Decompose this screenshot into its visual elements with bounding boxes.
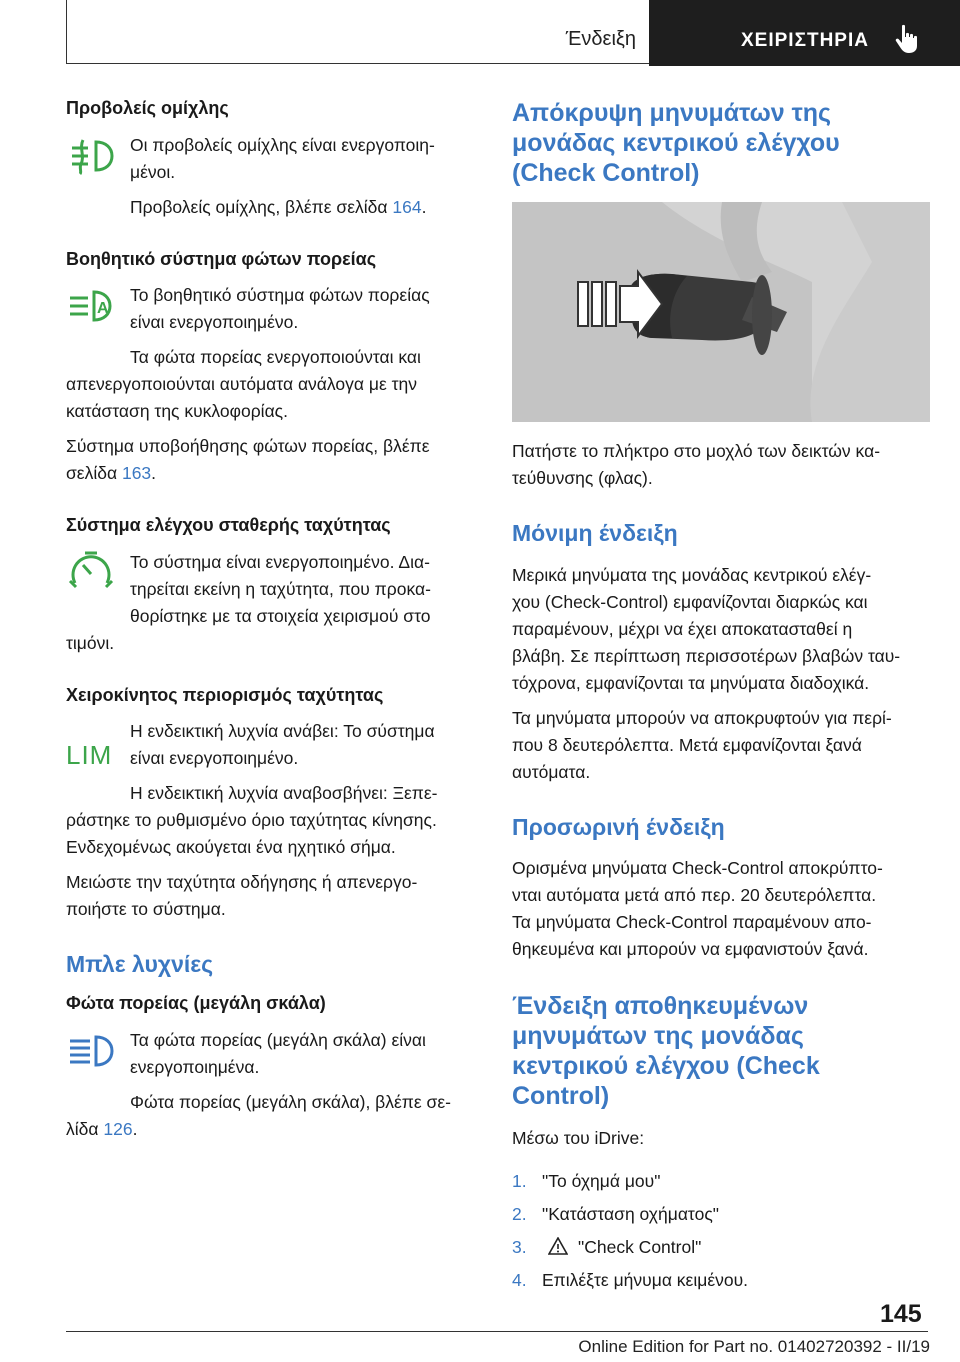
permanent-text-2: χου (Check-Control) εμφανίζονται διαρκώς και (512, 591, 868, 612)
high-beam-ref-end: . (132, 1118, 138, 1139)
cruise-text-2: τηρείται εκείνη η ταχύτητα, που προκα- (130, 578, 431, 599)
high-beam-reference (66, 1116, 476, 1143)
photo-caption-1: Πατήστε το πλήκτρο στο μοχλό των δεικτών κα- (512, 441, 881, 461)
fog-lights-title: Προβολείς ομίχλης (66, 98, 229, 118)
right-column (512, 98, 930, 1300)
step-text: Επιλέξτε μήνυμα κειμένου. (542, 1270, 749, 1291)
left-column (66, 98, 476, 1143)
limiter-p2-2: ράστηκε το ρυθμισμένο όριο ταχύτητας κίνησης. (66, 810, 437, 831)
turn-signal-lever-photo (512, 202, 930, 422)
footer-rule (66, 1331, 928, 1332)
step-number: 1. (512, 1171, 527, 1192)
page-number: 145 (880, 1300, 922, 1328)
step-number: 3. (512, 1237, 527, 1258)
cruise-control-icon (66, 551, 116, 595)
fog-lights-reference (66, 194, 476, 221)
header-section-title: Ένδειξη (565, 28, 636, 50)
hide-messages-heading-2: μονάδας κεντρικού ελέγχου (512, 129, 840, 157)
limiter-p3-2: ποιήστε το σύστημα. (66, 899, 226, 920)
photo-caption-2: τεύθυνσης (φλας). (512, 468, 653, 488)
permanent-p2-1: Τα μηνύματα μπορούν να αποκρυφτούν για περί- (512, 707, 892, 728)
stored-heading-3: κεντρικού ελέγχου (Check (512, 1052, 820, 1081)
step-number: 4. (512, 1270, 527, 1291)
temporary-text-1: Ορισμένα μηνύματα Check-Control αποκρύπτο- (512, 858, 883, 879)
list-item (512, 1234, 930, 1261)
limiter-p3-1: Μειώστε την ταχύτητα οδήγησης ή απενεργο- (66, 872, 418, 893)
assist-reference (66, 460, 476, 487)
temporary-display-heading: Προσωρινή ένδειξη (512, 813, 725, 840)
stored-messages-heading (512, 991, 930, 1111)
high-beam-block (66, 1027, 476, 1143)
hide-messages-heading (512, 98, 930, 188)
temporary-text-3: Τα μηνύματα Check-Control παραμένουν απο- (512, 912, 872, 933)
cruise-title: Σύστημα ελέγχου σταθερής ταχύτητας (66, 515, 391, 536)
fog-ref-end: . (421, 196, 427, 217)
high-beam-assistant-icon (66, 284, 116, 328)
assist-text-2: είναι ενεργοποιημένο. (130, 312, 299, 333)
high-beam-p2-1: Φώτα πορείας (μεγάλη σκάλα), βλέπε σε- (130, 1091, 451, 1112)
step-text: "Check Control" (578, 1237, 702, 1258)
fog-ref-text: Προβολείς ομίχλης, βλέπε σελίδα (130, 196, 393, 217)
limiter-title: Χειροκίνητος περιορισμός ταχύτητας (66, 684, 384, 705)
assist-p2-1: Τα φώτα πορείας ενεργοποιούνται και (130, 347, 421, 368)
header-rule-left (66, 0, 67, 64)
permanent-display-heading: Μόνιμη ένδειξη (512, 520, 678, 546)
footer-edition-text: Online Edition for Part no. 01402720392 - II/19 (578, 1337, 930, 1356)
stored-heading-2: μηνυμάτων της μονάδας (512, 1022, 804, 1051)
fog-lights-text-1: Οι προβολείς ομίχλης είναι ενεργοποιη- (130, 134, 435, 155)
step-number: 2. (512, 1204, 527, 1225)
hide-messages-heading-3: (Check Control) (512, 159, 700, 187)
limiter-text-2: είναι ενεργοποιημένο. (130, 748, 299, 769)
permanent-text-5: τόχρονα, εμφανίζονται τα μηνύματα διαδοχικά. (512, 672, 870, 693)
stored-heading-1: Ένδειξη αποθηκευμένων (512, 992, 809, 1021)
warning-triangle-icon (548, 1237, 568, 1255)
fog-light-icon (66, 134, 116, 178)
pointing-hand-icon (893, 24, 921, 54)
cruise-text-4: τιμόνι. (66, 632, 115, 653)
permanent-text-1: Μερικά μηνύματα της μονάδας κεντρικού ελέγ- (512, 564, 872, 585)
stored-heading-4: Control) (512, 1082, 610, 1111)
assist-p2-2: απενεργοποιούνται αυτόματα ανάλογα με την (66, 374, 418, 395)
hide-messages-heading-1: Απόκρυψη μηνυμάτων της (512, 99, 832, 127)
header-rule-bottom (66, 63, 649, 64)
assist-p3-1: Σύστημα υποβοήθησης φώτων πορείας, βλέπε (66, 436, 430, 457)
assist-ref-page-link[interactable]: 163 (121, 463, 152, 484)
assist-ref-text: σελίδα (66, 463, 122, 484)
header-chapter-tab (649, 0, 960, 66)
permanent-p2-2: που 8 δευτερόλεπτα. Μετά εμφανίζονται ξανά (512, 734, 862, 755)
limiter-text-1: Η ενδεικτική λυχνία ανάβει: Το σύστημα (130, 721, 435, 742)
lim-indicator-icon: LIM (66, 740, 113, 771)
step-text: "Κατάσταση οχήματος" (542, 1204, 719, 1225)
list-item (512, 1267, 930, 1294)
high-beam-text-1: Τα φώτα πορείας (μεγάλη σκάλα) είναι (130, 1029, 426, 1050)
svg-text:A: A (97, 300, 109, 318)
fog-ref-page-link[interactable]: 164 (392, 196, 422, 217)
high-beam-ref-page-link[interactable]: 126 (103, 1118, 133, 1139)
assist-ref-end: . (151, 463, 157, 484)
assist-title: Βοηθητικό σύστημα φώτων πορείας (66, 248, 377, 269)
temporary-text-4: θηκευμένα και μπορούν να εμφανιστούν ξανά. (512, 939, 869, 960)
assist-block (66, 282, 476, 487)
header-chapter-label: ΧΕΙΡΙΣΤΗΡΙΑ (741, 30, 869, 51)
assist-p2-3: κατάσταση της κυκλοφορίας. (66, 401, 288, 422)
permanent-p2-3: αυτόματα. (512, 761, 591, 782)
limiter-p2-3: Ενδεχομένως ακούγεται ένα ηχητικό σήμα. (66, 837, 396, 858)
high-beam-icon (66, 1029, 116, 1073)
cruise-text-3: θορίστηκε με τα στοιχεία χειρισμού στο (130, 605, 431, 626)
list-item (512, 1168, 930, 1195)
high-beam-title: Φώτα πορείας (μεγάλη σκάλα) (66, 992, 326, 1013)
limiter-block (66, 718, 476, 923)
high-beam-ref-text: λίδα (66, 1118, 104, 1139)
cruise-text-1: Το σύστημα είναι ενεργοποιημένο. Δια- (130, 551, 430, 572)
limiter-p2-1: Η ενδεικτική λυχνία αναβοσβήνει: Ξεπε- (130, 783, 438, 804)
permanent-text-3: παραμένουν, μέχρι να έχει αποκατασταθεί η (512, 618, 853, 639)
fog-lights-block (66, 132, 476, 221)
fog-lights-text-2: μένοι. (130, 161, 176, 182)
permanent-text-4: βλάβη. Σε περίπτωση περισσοτέρων βλαβών ταυ- (512, 645, 901, 666)
list-item (512, 1201, 930, 1228)
blue-lamps-heading: Μπλε λυχνίες (66, 951, 214, 978)
step-text: "Το όχημά μου" (542, 1171, 661, 1192)
temporary-text-2: νται αυτόματα μετά από περ. 20 δευτερόλεπτα. (512, 885, 877, 906)
assist-text-1: Το βοηθητικό σύστημα φώτων πορείας (130, 285, 430, 306)
stored-intro: Μέσω του iDrive: (512, 1128, 645, 1149)
high-beam-text-2: ενεργοποιημένα. (130, 1056, 260, 1077)
cruise-block (66, 549, 476, 657)
